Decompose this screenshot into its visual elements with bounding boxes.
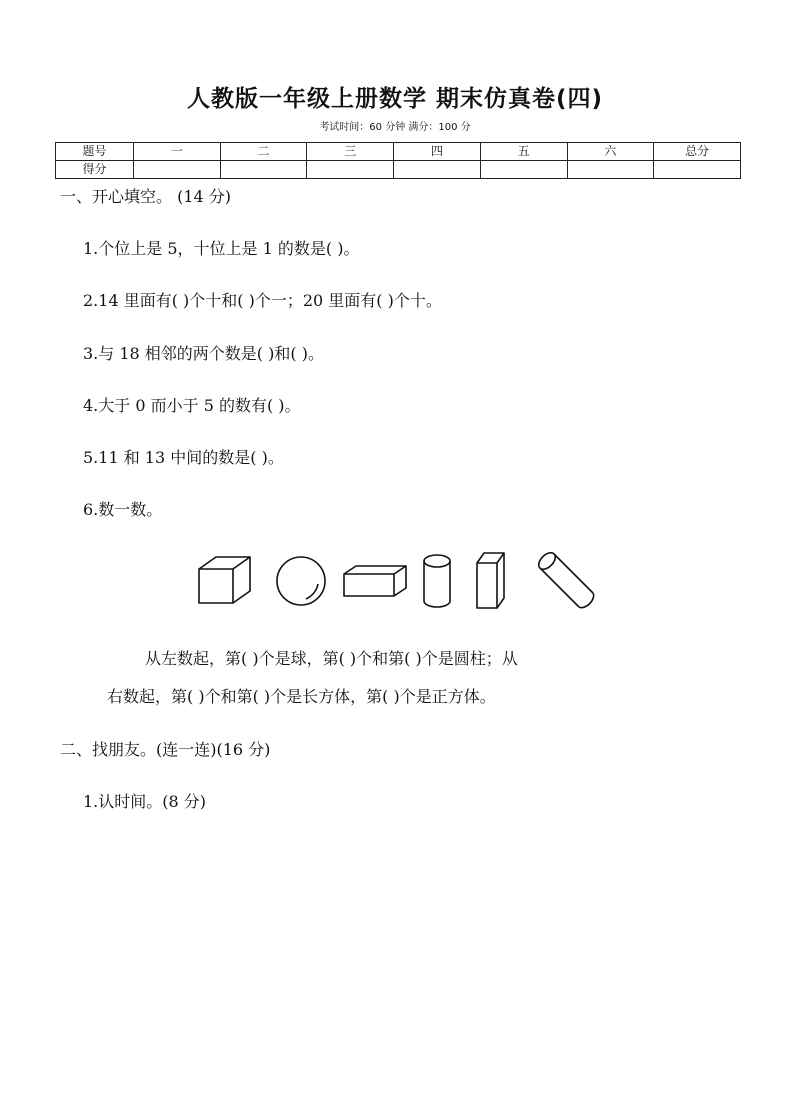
score-cell[interactable] [654,161,741,179]
question-6-line-2: 右数起，第( )个和第( )个是长方体，第( )个是正方体。 [107,687,496,706]
table-cell: 五 [480,143,567,161]
question-1: 1.个位上是 5，十位上是 1 的数是( )。 [83,239,360,258]
question-6: 6.数一数。 [83,500,163,519]
question-3: 3.与 18 相邻的两个数是( )和( )。 [83,344,324,363]
table-cell: 三 [307,143,394,161]
section-heading-2: 二、找朋友。(连一连)(16 分) [60,740,271,759]
exam-info: 考试时间：60 分钟 满分：100 分 [319,122,471,133]
page-title: 人教版一年级上册数学 期末仿真卷(四) [186,86,604,112]
question-5: 5.11 和 13 中间的数是( )。 [83,448,284,467]
tilted-cylinder-icon [536,550,594,608]
score-cell[interactable] [394,161,481,179]
table-cell: 四 [394,143,481,161]
sphere-icon [277,557,325,605]
score-table [55,142,741,179]
table-row [56,143,741,161]
table-cell: 得分 [56,161,134,179]
table-cell: 六 [567,143,654,161]
question-6-line-1: 从左数起，第( )个是球，第( )个和第( )个是圆柱；从 [145,649,518,668]
table-cell: 题号 [56,143,134,161]
score-cell[interactable] [307,161,394,179]
cube-icon [199,557,250,603]
solid-shapes-figure [190,548,600,618]
table-row [56,161,741,179]
table-cell: 总分 [654,143,741,161]
question-4: 4.大于 0 而小于 5 的数有( )。 [83,396,301,415]
section-heading: 一、开心填空。 (14 分) [60,187,232,206]
score-cell[interactable] [480,161,567,179]
tall-cuboid-icon [477,553,504,608]
score-cell[interactable] [220,161,307,179]
section-2-question-1: 1.认时间。(8 分) [83,792,207,811]
table-cell: 一 [134,143,221,161]
score-cell[interactable] [134,161,221,179]
score-cell[interactable] [567,161,654,179]
cuboid-icon [344,566,406,596]
question-2: 2.14 里面有( )个十和( )个一；20 里面有( )个十。 [83,291,442,310]
cylinder-icon [424,555,450,607]
table-cell: 二 [220,143,307,161]
